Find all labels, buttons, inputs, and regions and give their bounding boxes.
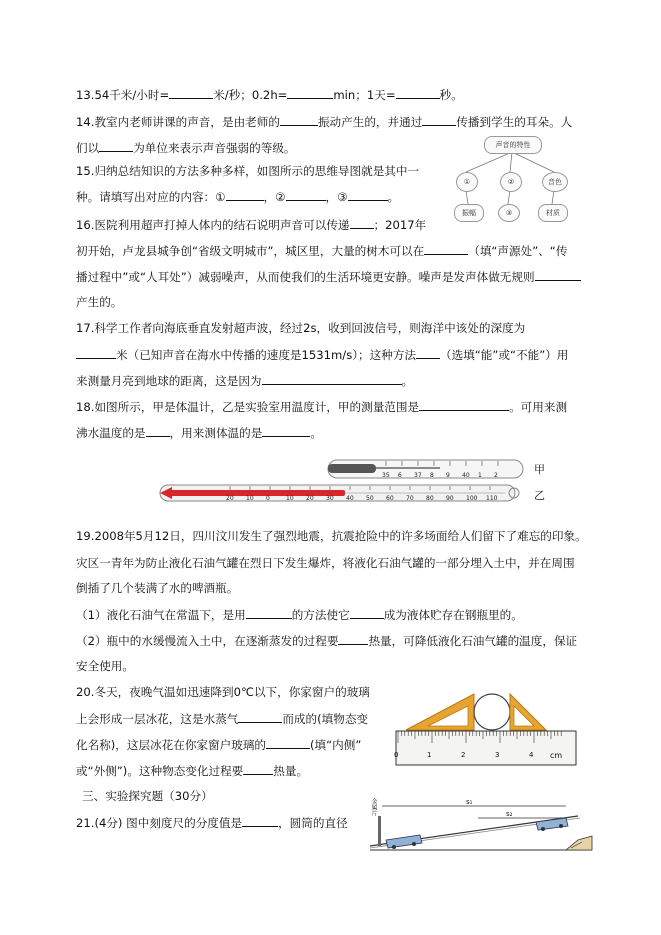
q19-text-7: （2）瓶中的水缓慢流入土中，在逐渐蒸发的过程要 — [76, 634, 339, 648]
q19-text-1: 19.2008年5月12日，四川汶川发生了强烈地震，抗震抢险中的许多场面给人们留下了难忘的印象。 — [76, 529, 587, 543]
q14-text-5: 为单位来表示声音强弱的等级。 — [133, 141, 296, 155]
question-20-line-2 — [76, 710, 368, 727]
q17-blank-3[interactable] — [262, 372, 402, 385]
q20-text-3: 而成的(填物态变 — [282, 712, 369, 726]
q16-text-3: 初开始，卢龙县城争创“省级文明城市”，城区里，大量的树木可以在 — [76, 244, 425, 258]
lab-tick-label: 50 — [366, 495, 374, 502]
q15-text-5: 。 — [387, 190, 400, 204]
q19-blank-1[interactable] — [246, 606, 292, 619]
clinical-tick-label: 35 — [382, 472, 390, 479]
question-16-line-1 — [76, 216, 426, 233]
q18-text-4: ，用来测体温的是 — [169, 426, 263, 440]
q16-text-1: 16.医院利用超声打掉人体内的结石说明声音可以传递 — [76, 218, 350, 232]
q19-text-2: 灾区一青年为防止液化石油气罐在烈日下发生爆炸，将液化石油气罐的一部分埋入土中，并在周围 — [76, 556, 575, 570]
clinical-tick-label: 37 — [414, 472, 422, 479]
q20-text-4: 化名称)，这层冰花在你家窗户玻璃的 — [76, 738, 267, 752]
question-19-sub-1 — [76, 606, 523, 623]
lab-tick-label: 10 — [286, 495, 294, 502]
q17-text-1: 17.科学工作者向海底垂直发射超声波，经过2s，收到回波信号，则海洋中该处的深度为 — [76, 321, 526, 335]
q17-blank-2[interactable] — [416, 346, 440, 359]
question-17-line-1 — [76, 320, 525, 336]
q13-text-4: 秒。 — [439, 88, 463, 102]
lab-tick-label: 110 — [486, 495, 498, 502]
q19-blank-2[interactable] — [350, 606, 384, 619]
q20-blank-2[interactable] — [266, 736, 310, 749]
mind-map-child-amplitude: 振幅 — [454, 204, 484, 222]
q19-blank-3[interactable] — [338, 632, 368, 645]
q21-blank-1[interactable] — [242, 814, 278, 827]
ruler-label-0: 0 — [394, 751, 399, 759]
q13-text-2: 米/秒；0.2h= — [213, 88, 288, 102]
ruler-label-4: 4 — [529, 751, 534, 759]
q18-text-2: 。可用来测 — [509, 400, 568, 414]
mind-map-node-1: ① — [456, 172, 478, 192]
ruler-label-3: 3 — [495, 751, 500, 759]
ruler-unit: cm — [550, 751, 563, 760]
q15-text-1: 15.归纳总结知识的方法多种多样，如图所示的思维导图就是其中一 — [76, 164, 420, 178]
lab-tick-label: 70 — [406, 495, 414, 502]
incline-figure — [368, 796, 594, 856]
label-jia: 甲 — [534, 463, 545, 476]
lab-tick-label: 0 — [266, 495, 270, 502]
question-17-line-3 — [76, 372, 413, 389]
ruler-figure — [392, 690, 580, 768]
clinical-tick-label: 9 — [446, 472, 450, 479]
q15-text-4: ，③ — [325, 190, 348, 204]
q13-text-1: 13.54千米/小时= — [76, 88, 170, 102]
q18-blank-1[interactable] — [419, 398, 509, 411]
question-19-line-1 — [76, 528, 587, 544]
q20-blank-1[interactable] — [238, 710, 282, 723]
cart-lower — [386, 835, 422, 849]
question-16-line-4 — [76, 294, 122, 310]
mind-map-root: 声音的特性 — [484, 136, 542, 154]
q16-blank-1[interactable] — [350, 216, 374, 229]
q19-text-4: （1）液化石油气在常温下，是用 — [76, 608, 246, 622]
ruler-label-1: 1 — [427, 751, 432, 759]
q15-blank-1[interactable] — [226, 188, 264, 201]
clinical-thermometer — [328, 460, 523, 479]
q19-text-9: 安全使用。 — [76, 659, 134, 673]
incline-drawing — [368, 796, 594, 856]
q20-text-5: (填“内侧” — [310, 738, 362, 752]
metal-plate-label: 金属片 — [370, 798, 377, 816]
q20-blank-3[interactable] — [243, 762, 273, 775]
q19-text-3: 倒插了几个装满了水的啤酒瓶。 — [76, 581, 239, 595]
lab-tick-label: 60 — [386, 495, 394, 502]
question-20-line-4 — [76, 762, 308, 779]
question-16-line-3 — [76, 268, 581, 285]
q16-text-5: 播过程中”或“人耳处”）减弱噪声，从而使我们的生活环境更安静。噪声是发声体做无规则 — [76, 270, 535, 284]
q17-text-4: 来测量月亮到地球的距离，这是因为 — [76, 374, 262, 388]
thermometers-drawing — [150, 455, 550, 511]
q14-blank-2[interactable] — [422, 113, 456, 126]
q14-blank-1[interactable] — [280, 113, 318, 126]
lab-tick-label: 30 — [326, 495, 334, 502]
section-3-heading — [82, 788, 213, 804]
question-19-line-2 — [76, 555, 575, 571]
q19-text-8: 热量，可降低液化石油气罐的温度，保证 — [368, 634, 578, 648]
q20-text-2: 上会形成一层冰花，这是水蒸气 — [76, 712, 239, 726]
section-3-title: 三、实验探究题（30分） — [82, 789, 213, 803]
question-18-line-1 — [76, 398, 567, 415]
question-19-line-3 — [76, 580, 238, 596]
question-20-line-3 — [76, 736, 361, 753]
q17-text-5: 。 — [401, 374, 414, 388]
q17-text-2: 米（已知声音在海水中传播的速度是1531m/s）；这种方法 — [116, 348, 417, 362]
mind-map-child-3: ③ — [498, 204, 520, 222]
q15-blank-2[interactable] — [286, 188, 326, 201]
q13-blank-1[interactable] — [169, 86, 213, 99]
q16-blank-3[interactable] — [535, 268, 581, 281]
q17-blank-1[interactable] — [76, 346, 116, 359]
clinical-tick-label: 40 — [462, 472, 470, 479]
q17-text-3: （选填“能”或“不能”）用 — [440, 348, 569, 362]
question-14-line-1 — [76, 113, 572, 130]
lab-tick-label: 10 — [246, 495, 254, 502]
lab-tick-label: 80 — [426, 495, 434, 502]
clinical-tick-label: 8 — [430, 472, 434, 479]
q13-blank-2[interactable] — [287, 86, 333, 99]
lab-tick-label: 90 — [446, 495, 454, 502]
question-13 — [76, 86, 463, 103]
q18-blank-3[interactable] — [262, 424, 310, 437]
q13-blank-3[interactable] — [396, 86, 440, 99]
cart-upper — [536, 818, 568, 831]
q16-text-4: （填“声源处”、“传 — [468, 244, 568, 258]
q15-blank-3[interactable] — [348, 188, 388, 201]
q18-text-5: 。 — [310, 426, 322, 440]
q16-text-2: ；2017年 — [373, 218, 427, 232]
lab-thermometer — [160, 485, 519, 502]
q15-text-2: 种。请填写出对应的内容：① — [76, 190, 226, 204]
q21-text-2: ，圆筒的直径 — [278, 816, 348, 830]
lab-tick-label: 20 — [226, 495, 234, 502]
mind-map-child-material: 材质 — [538, 204, 568, 222]
q14-text-2: 振动产生的，并通过 — [317, 115, 423, 129]
mind-map-figure — [448, 132, 576, 226]
q16-blank-2[interactable] — [424, 242, 468, 255]
ruler-label-2: 2 — [461, 751, 466, 759]
clinical-tick-label: 6 — [398, 472, 402, 479]
q14-text-1: 14.教室内老师讲课的声音，是由老师的 — [76, 115, 280, 129]
question-14-line-2 — [76, 139, 296, 156]
q14-text-3: 传播到学生的耳朵。人 — [456, 115, 573, 129]
q15-text-3: ，② — [263, 190, 286, 204]
mind-map-node-2: ② — [500, 172, 522, 192]
question-16-line-2 — [76, 242, 567, 259]
label-yi: 乙 — [534, 489, 545, 502]
s2-label: s₂ — [506, 810, 513, 818]
q20-text-7: 热量。 — [273, 764, 309, 778]
q14-text-4: 们以 — [76, 141, 100, 155]
question-18-line-2 — [76, 424, 322, 441]
mind-map-node-timbre: 音色 — [542, 172, 568, 192]
q20-text-1: 20.冬天，夜晚气温如迅速降到0℃以下，你家窗户的玻璃 — [76, 685, 370, 699]
lab-tick-label: 20 — [306, 495, 314, 502]
question-15-line-2 — [76, 188, 399, 205]
question-19-sub-2 — [76, 632, 577, 649]
q18-text-1: 18.如图所示，甲是体温计，乙是实验室用温度计，甲的测量范围是 — [76, 400, 420, 414]
q13-text-3: min；1天= — [333, 88, 396, 102]
lab-tick-label: 40 — [346, 495, 354, 502]
q20-text-6: 或“外侧”)。这种物态变化过程要 — [76, 764, 244, 778]
q19-text-6: 成为液体贮存在钢瓶里的。 — [383, 608, 523, 622]
q21-text-1: 21.(4分) 图中刻度尺的分度值是 — [76, 816, 243, 830]
question-20-line-1 — [76, 684, 370, 700]
clinical-tick-label: 2 — [494, 472, 498, 479]
question-21 — [76, 814, 348, 831]
q18-blank-2[interactable] — [146, 424, 170, 437]
question-17-line-2 — [76, 346, 568, 363]
q18-text-3: 沸水温度的是 — [76, 426, 146, 440]
q14-blank-3[interactable] — [99, 139, 133, 152]
lab-tick-label: 100 — [466, 495, 478, 502]
question-19-sub-2-line-2 — [76, 658, 134, 674]
q19-text-5: 的方法使它 — [291, 608, 350, 622]
thermometers-figure — [150, 455, 550, 511]
clinical-tick-label: 1 — [478, 472, 482, 479]
q16-text-6: 产生的。 — [76, 295, 123, 309]
s1-label: s₁ — [466, 798, 473, 806]
question-15-line-1 — [76, 163, 419, 179]
